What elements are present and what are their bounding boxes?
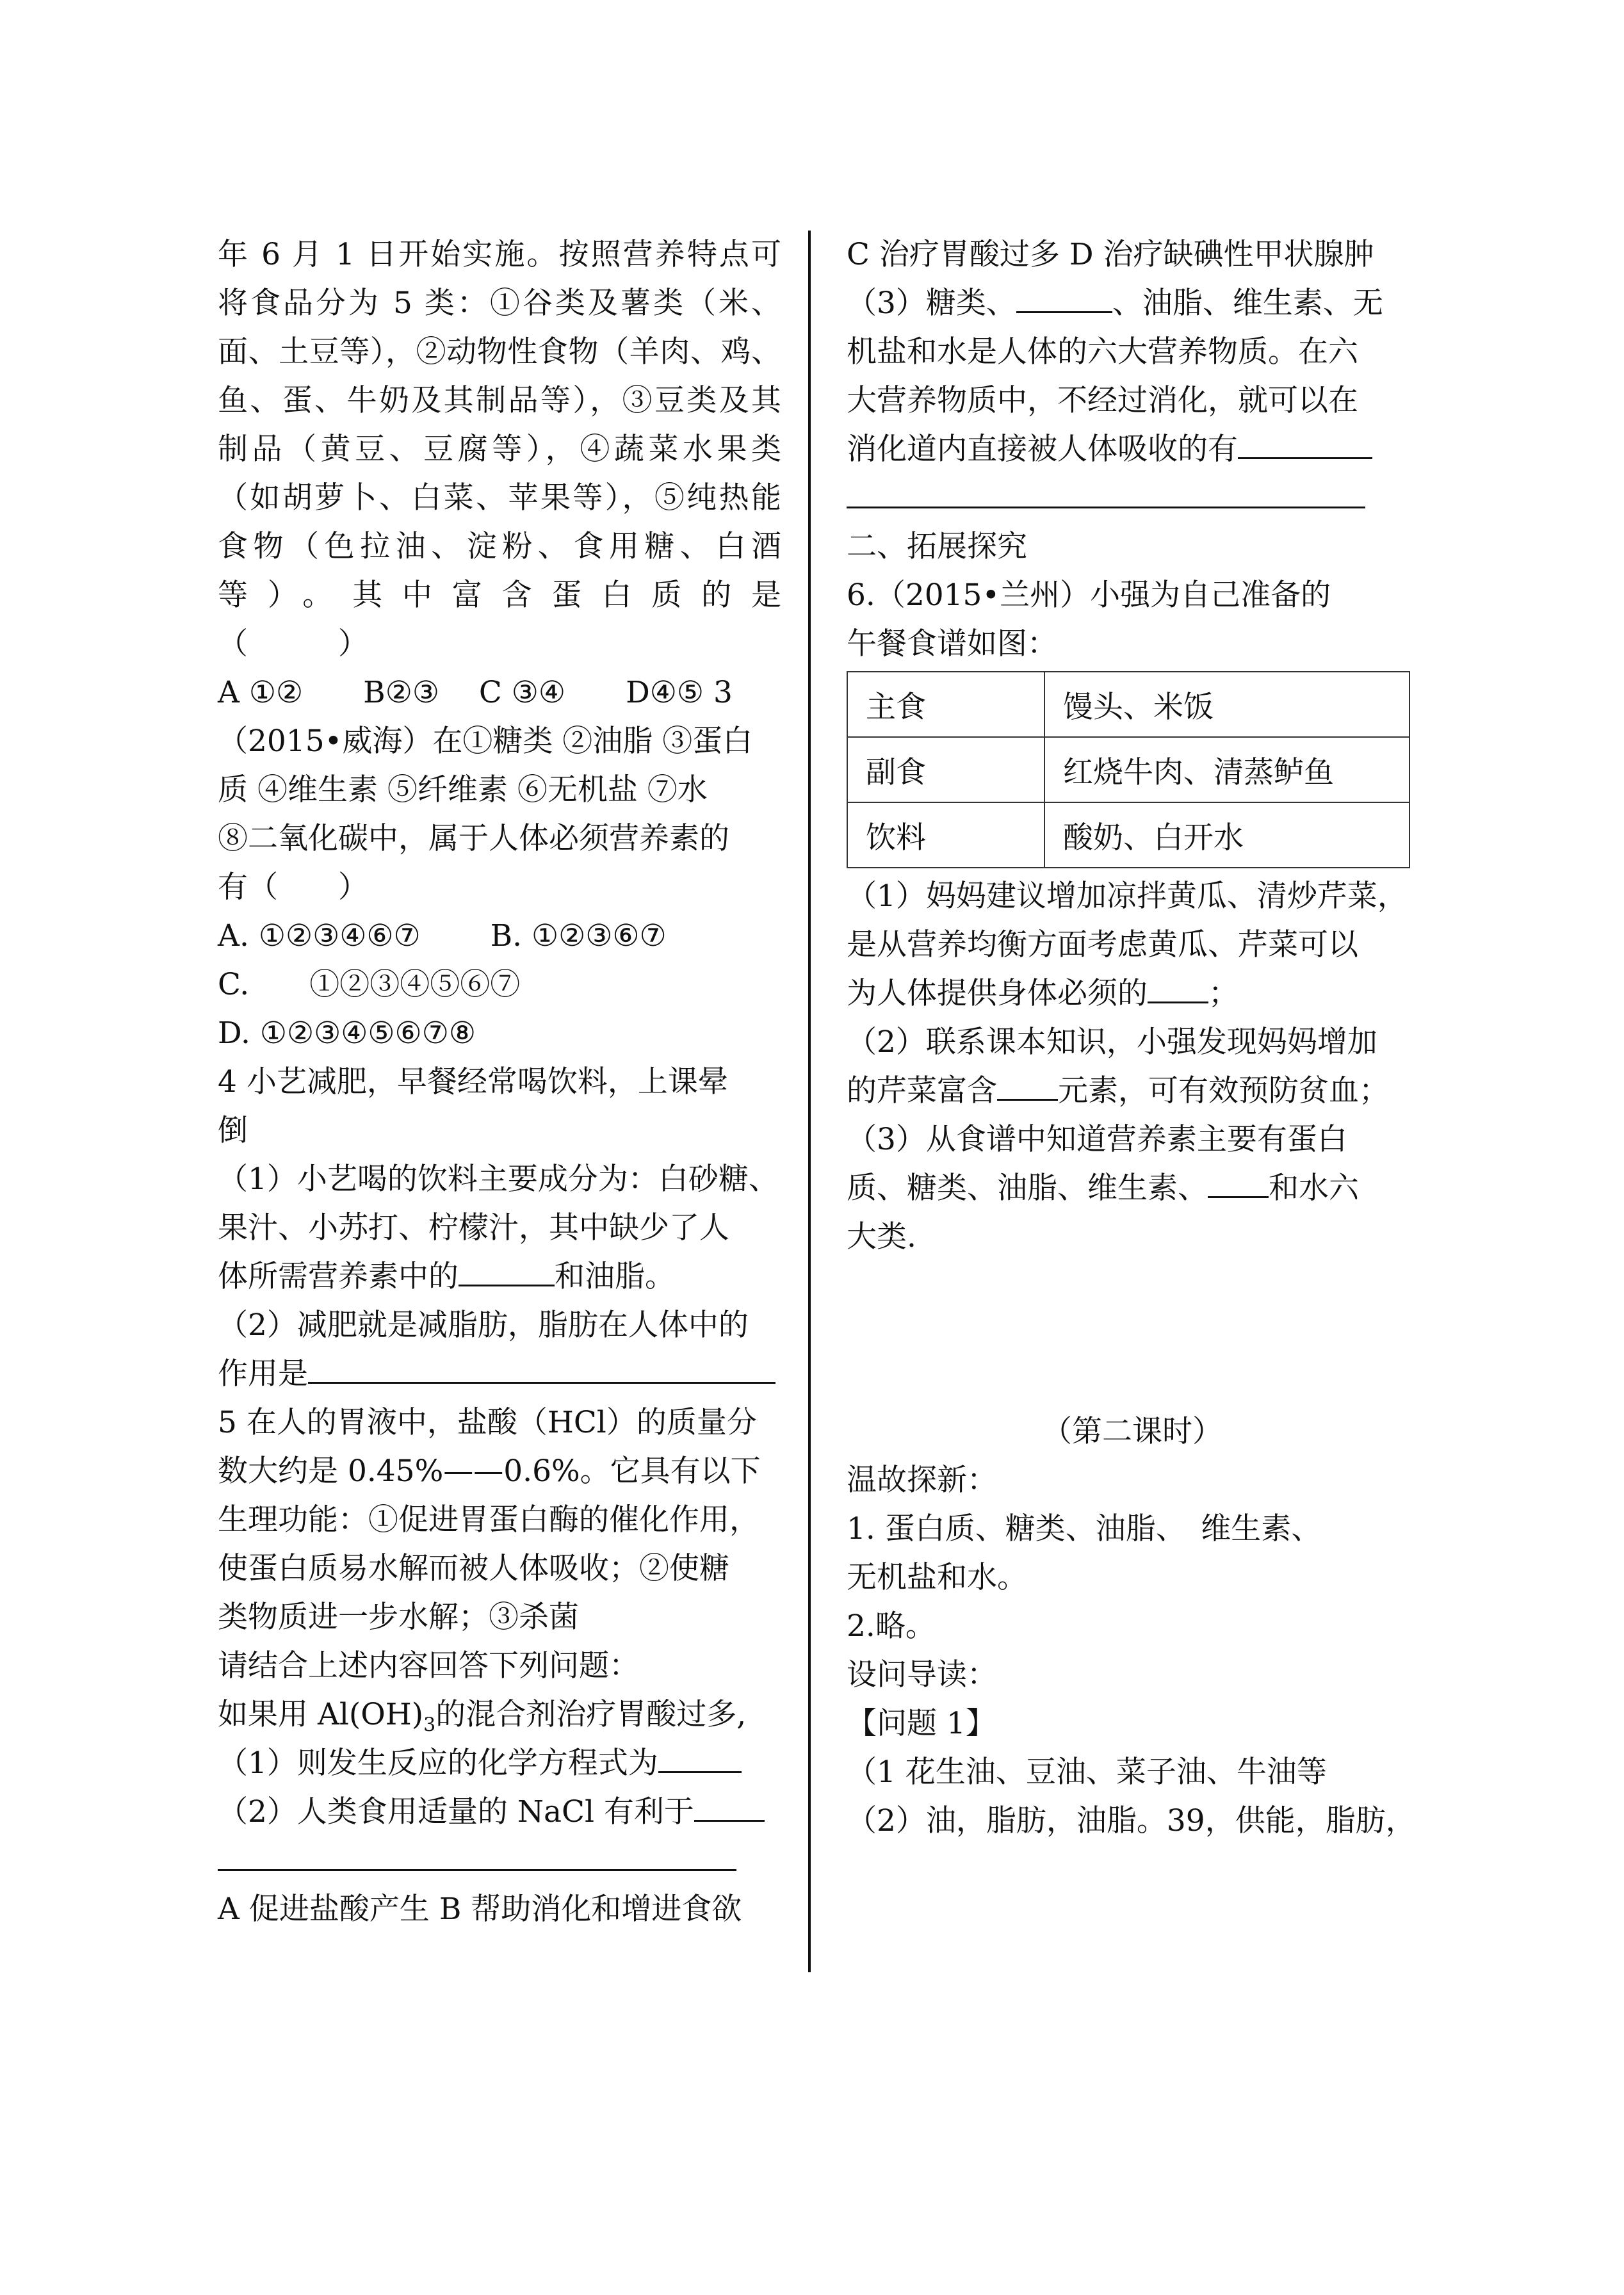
text-line (218, 1253, 781, 1301)
text-line: 类物质进一步水解；③杀菌 (218, 1600, 579, 1635)
text-segment: （3）糖类、 (847, 286, 1016, 321)
text-line: （如胡萝卜、白菜、苹果等），⑤纯热能 (218, 480, 781, 515)
text-segment: 和水六 (1269, 1171, 1359, 1206)
text-line: 食物（色拉油、淀粉、食用糖、白酒 (218, 529, 781, 564)
choice-line: A. ①②③④⑥⑦ B. ①②③⑥⑦ (218, 918, 667, 953)
answer-line[interactable] (847, 474, 1418, 523)
text-line: （1 花生油、豆油、菜子油、牛油等 (847, 1755, 1327, 1790)
fill-blank[interactable] (1208, 1164, 1269, 1198)
text-line: 面、土豆等），②动物性食物（羊肉、鸡、 (218, 334, 781, 369)
text-segment: 体所需营养素中的 (218, 1259, 459, 1294)
choice-line: A 促进盐酸产生 B 帮助消化和增进食欲 (218, 1892, 742, 1927)
text-line: 使蛋白质易水解而被人体吸收；②使糖 (218, 1551, 729, 1586)
text-line: 请结合上述内容回答下列问题： (218, 1648, 639, 1683)
text-segment: 的芹菜富含 (847, 1073, 997, 1108)
section-heading: 温故探新： (847, 1463, 997, 1498)
right-column (847, 231, 1418, 1845)
table-cell: 主食 (847, 672, 1044, 737)
section-heading: 设问导读： (847, 1657, 997, 1692)
subscript: 3 (423, 1714, 436, 1737)
fill-blank[interactable] (694, 1788, 765, 1822)
text-segment: 元素，可有效预防贫血； (1058, 1073, 1389, 1108)
text-line: 果汁、小苏打、柠檬汁，其中缺少了人 (218, 1210, 729, 1245)
text-line (218, 1788, 781, 1837)
text-line: 大类. (847, 1219, 916, 1254)
text-segment: （1）则发生反应的化学方程式为 (218, 1746, 658, 1781)
left-column (218, 231, 781, 1934)
text-line: 机盐和水是人体的六大营养物质。在六 (847, 334, 1358, 369)
text-segment: 的混合剂治疗胃酸过多, (435, 1697, 747, 1732)
section-title: （第二课时） (1042, 1414, 1222, 1449)
text-line: 大营养物质中，不经过消化，就可以在 (847, 383, 1358, 418)
text-segment: （2）人类食用适量的 NaCl 有利于 (218, 1794, 694, 1829)
choice-line: D. ①②③④⑤⑥⑦⑧ (218, 1016, 476, 1051)
text-line: （3）从食谱中知道营养素主要有蛋白 (847, 1122, 1347, 1157)
lunch-menu-table (847, 671, 1410, 868)
text-line: （1）小艺喝的饮料主要成分为：白砂糖、 (218, 1162, 779, 1197)
text-line (847, 1067, 1418, 1115)
text-line (218, 1691, 781, 1739)
text-segment: 为人体提供身体必须的 (847, 976, 1148, 1011)
table-cell: 副食 (847, 737, 1044, 802)
text-line: （1）妈妈建议增加凉拌黄瓜、清炒芹菜， (847, 879, 1408, 914)
column-divider (808, 231, 811, 1972)
text-line: 是从营养均衡方面考虑黄瓜、芹菜可以 (847, 927, 1358, 962)
table-row (847, 802, 1409, 868)
fill-blank[interactable] (459, 1253, 555, 1286)
text-segment: 、油脂、维生素、无 (1112, 286, 1383, 321)
text-line: （2）减肥就是减脂肪，脂肪在人体中的 (218, 1308, 749, 1343)
fill-blank[interactable] (997, 1067, 1058, 1101)
table-cell: 酸奶、白开水 (1044, 802, 1409, 868)
text-line: 制品（黄豆、豆腐等），④蔬菜水果类 (218, 432, 781, 467)
text-segment: 质、糖类、油脂、维生素、 (847, 1171, 1208, 1206)
text-line: 等）。其中富含蛋白质的是 (218, 578, 781, 613)
fill-blank[interactable] (1148, 969, 1208, 1003)
choice-line: C. ①②③④⑤⑥⑦ (218, 967, 521, 1002)
section-heading: 二、拓展探究 (847, 529, 1027, 564)
answer-parentheses: （ ） (218, 626, 368, 661)
answer-line[interactable] (218, 1837, 781, 1885)
table-cell: 饮料 (847, 802, 1044, 868)
text-line (847, 425, 1418, 474)
text-line: ⑧二氧化碳中，属于人体必须营养素的 (218, 821, 729, 856)
text-segment: 和油脂。 (555, 1259, 675, 1294)
text-segment: ； (1208, 976, 1238, 1011)
text-line: 5 在人的胃液中，盐酸（HCl）的质量分 (218, 1405, 757, 1440)
text-line: 午餐食谱如图： (847, 626, 1057, 661)
text-line: 质 ④维生素 ⑤纤维素 ⑥无机盐 ⑦水 (218, 772, 708, 807)
table-cell: 红烧牛肉、清蒸鲈鱼 (1044, 737, 1409, 802)
fill-blank[interactable] (308, 1350, 775, 1384)
text-line: （2015•威海）在①糖类 ②油脂 ③蛋白 (218, 724, 753, 759)
text-line: 鱼、蛋、牛奶及其制品等），③豆类及其 (218, 383, 781, 418)
text-line: （2）油，脂肪，油脂。39，供能，脂肪， (847, 1803, 1416, 1838)
choice-line: C 治疗胃酸过多 D 治疗缺碘性甲状腺肿 (847, 237, 1374, 272)
text-line: 1. 蛋白质、糖类、油脂、 维生素、 (847, 1511, 1322, 1546)
question-line: 6.（2015•兰州）小强为自己准备的 (847, 578, 1331, 613)
text-line: 生理功能：①促进胃蛋白酶的催化作用， (218, 1502, 759, 1537)
text-line (847, 279, 1418, 328)
answer-parentheses: 有（ ） (218, 870, 368, 905)
fill-blank[interactable] (1016, 279, 1112, 313)
fill-blank[interactable] (1238, 425, 1372, 459)
question-label: 【问题 1】 (847, 1706, 996, 1741)
text-line (847, 969, 1418, 1018)
text-line: 年 6 月 1 日开始实施。按照营养特点可 (218, 237, 781, 272)
text-line: 将食品分为 5 类：①谷类及薯类（米、 (218, 286, 781, 321)
text-line: 2.略。 (847, 1609, 936, 1644)
fill-blank[interactable] (658, 1739, 742, 1773)
text-segment: 消化道内直接被人体吸收的有 (847, 432, 1238, 467)
text-line: 4 小艺减肥，早餐经常喝饮料，上课晕 (218, 1064, 728, 1099)
text-segment: 作用是 (218, 1356, 308, 1391)
text-line: 无机盐和水。 (847, 1560, 1027, 1595)
text-segment: 如果用 Al(OH) (218, 1697, 424, 1732)
choice-line: A ①② B②③ C ③④ D④⑤ 3 (218, 675, 733, 710)
table-cell: 馒头、米饭 (1044, 672, 1409, 737)
text-line (847, 1164, 1418, 1213)
text-line (218, 1350, 781, 1399)
table-row (847, 672, 1409, 737)
table-row (847, 737, 1409, 802)
text-line: 数大约是 0.45%——0.6%。它具有以下 (218, 1454, 761, 1489)
text-line (218, 1739, 781, 1788)
text-line: 倒 (218, 1113, 248, 1148)
text-line: （2）联系课本知识，小强发现妈妈增加 (847, 1025, 1377, 1060)
